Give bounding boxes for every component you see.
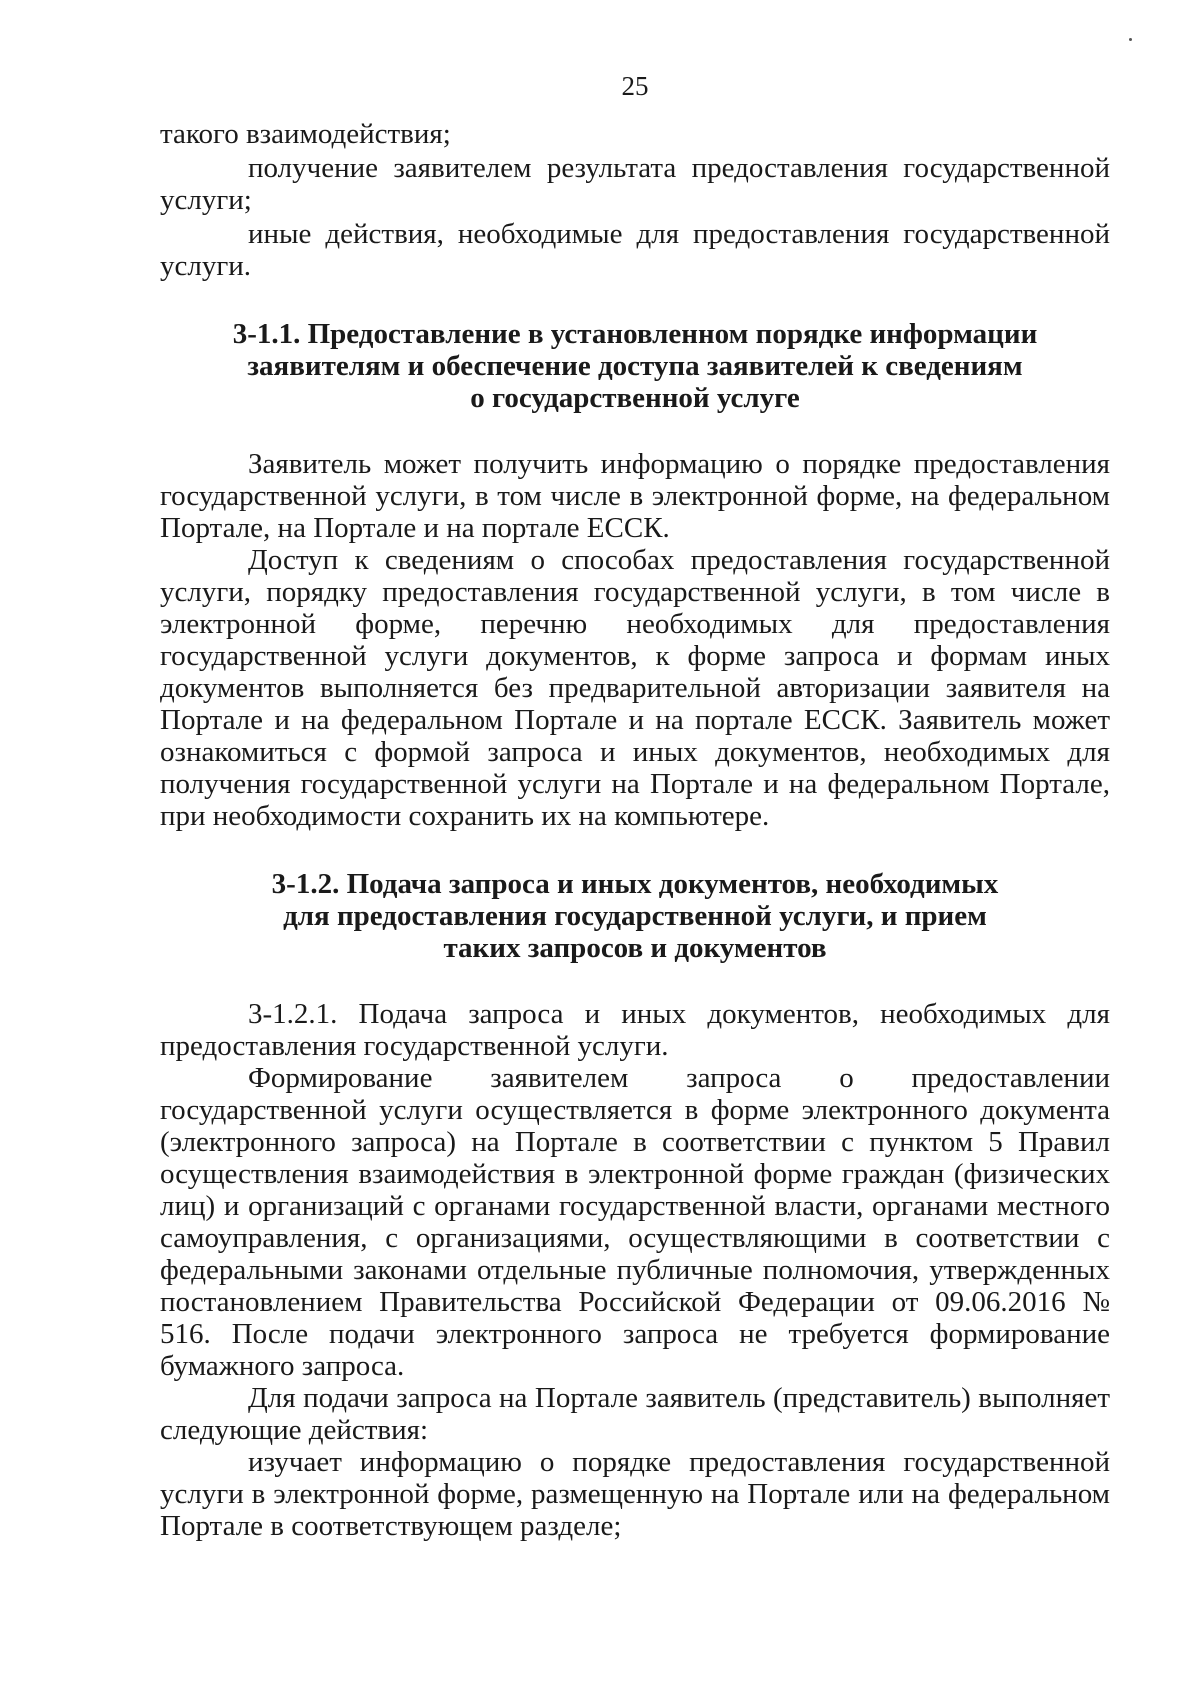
- heading-line: таких запросов и документов: [443, 932, 827, 964]
- heading-line: заявителям и обеспечение доступа заявителей к сведениям: [247, 350, 1023, 382]
- text-line-2: получение заявителем результата предоставления государственной услуги;: [160, 152, 1110, 216]
- page-number: 25: [621, 71, 649, 101]
- paragraph: Формирование заявителем запроса о предоставлении государственной услуги осуществляется в форме электронного документа (электронного запроса) на Портале в соответствии с пунктом 5 Правил осуществления взаимодействия в электронной форме граждан (физических лиц) и организаций с органами государственной власти, органами местного самоуправления, с организациями, осуществляющими в соответствии с федеральными законами отдельные публичные полномочия, утвержденных постановлением Правительства Российской Федерации от 09.06.2016 № 516. После подачи электронного запроса не требуется формирование бумажного запроса.: [160, 1062, 1110, 1382]
- paragraph: 3-1.2.1. Подача запроса и иных документов, необходимых для предоставления государственной услуги.: [160, 998, 1110, 1062]
- paragraph: изучает информацию о порядке предоставления государственной услуги в электронной форме, размещенную на Портале или на федеральном Портале в соответствующем разделе;: [160, 1446, 1110, 1542]
- heading-line: 3-1.1. Предоставление в установленном порядке информации: [232, 318, 1038, 350]
- scan-artifact: [1129, 38, 1132, 41]
- text-line-3: иные действия, необходимые для предоставления государственной услуги.: [160, 218, 1110, 282]
- heading-line: о государственной услуге: [470, 382, 800, 414]
- section-heading-3-1-2: [160, 868, 1110, 964]
- section-heading-3-1-1: [160, 318, 1110, 414]
- heading-line: для предоставления государственной услуги, и прием: [283, 900, 987, 932]
- paragraph: Доступ к сведениям о способах предоставления государственной услуги, порядку предоставления государственной услуги, в том числе в электронной форме, перечню необходимых для предоставления государственной услуги документов, к форме запроса и формам иных документов выполняется без предварительной авторизации заявителя на Портале и на федеральном Портале и на портале ЕССК. Заявитель может ознакомиться с формой запроса и иных документов, необходимых для получения государственной услуги на Портале и на федеральном Портале, при необходимости сохранить их на компьютере.: [160, 544, 1110, 832]
- heading-line: 3-1.2. Подача запроса и иных документов, необходимых: [271, 868, 999, 900]
- document-page: [160, 70, 1110, 1542]
- text-line-1: такого взаимодействия;: [160, 118, 451, 150]
- paragraph: Для подачи запроса на Портале заявитель (представитель) выполняет следующие действия:: [160, 1382, 1110, 1446]
- paragraph: Заявитель может получить информацию о порядке предоставления государственной услуги, в том числе в электронной форме, на федеральном Портале, на Портале и на портале ЕССК.: [160, 448, 1110, 544]
